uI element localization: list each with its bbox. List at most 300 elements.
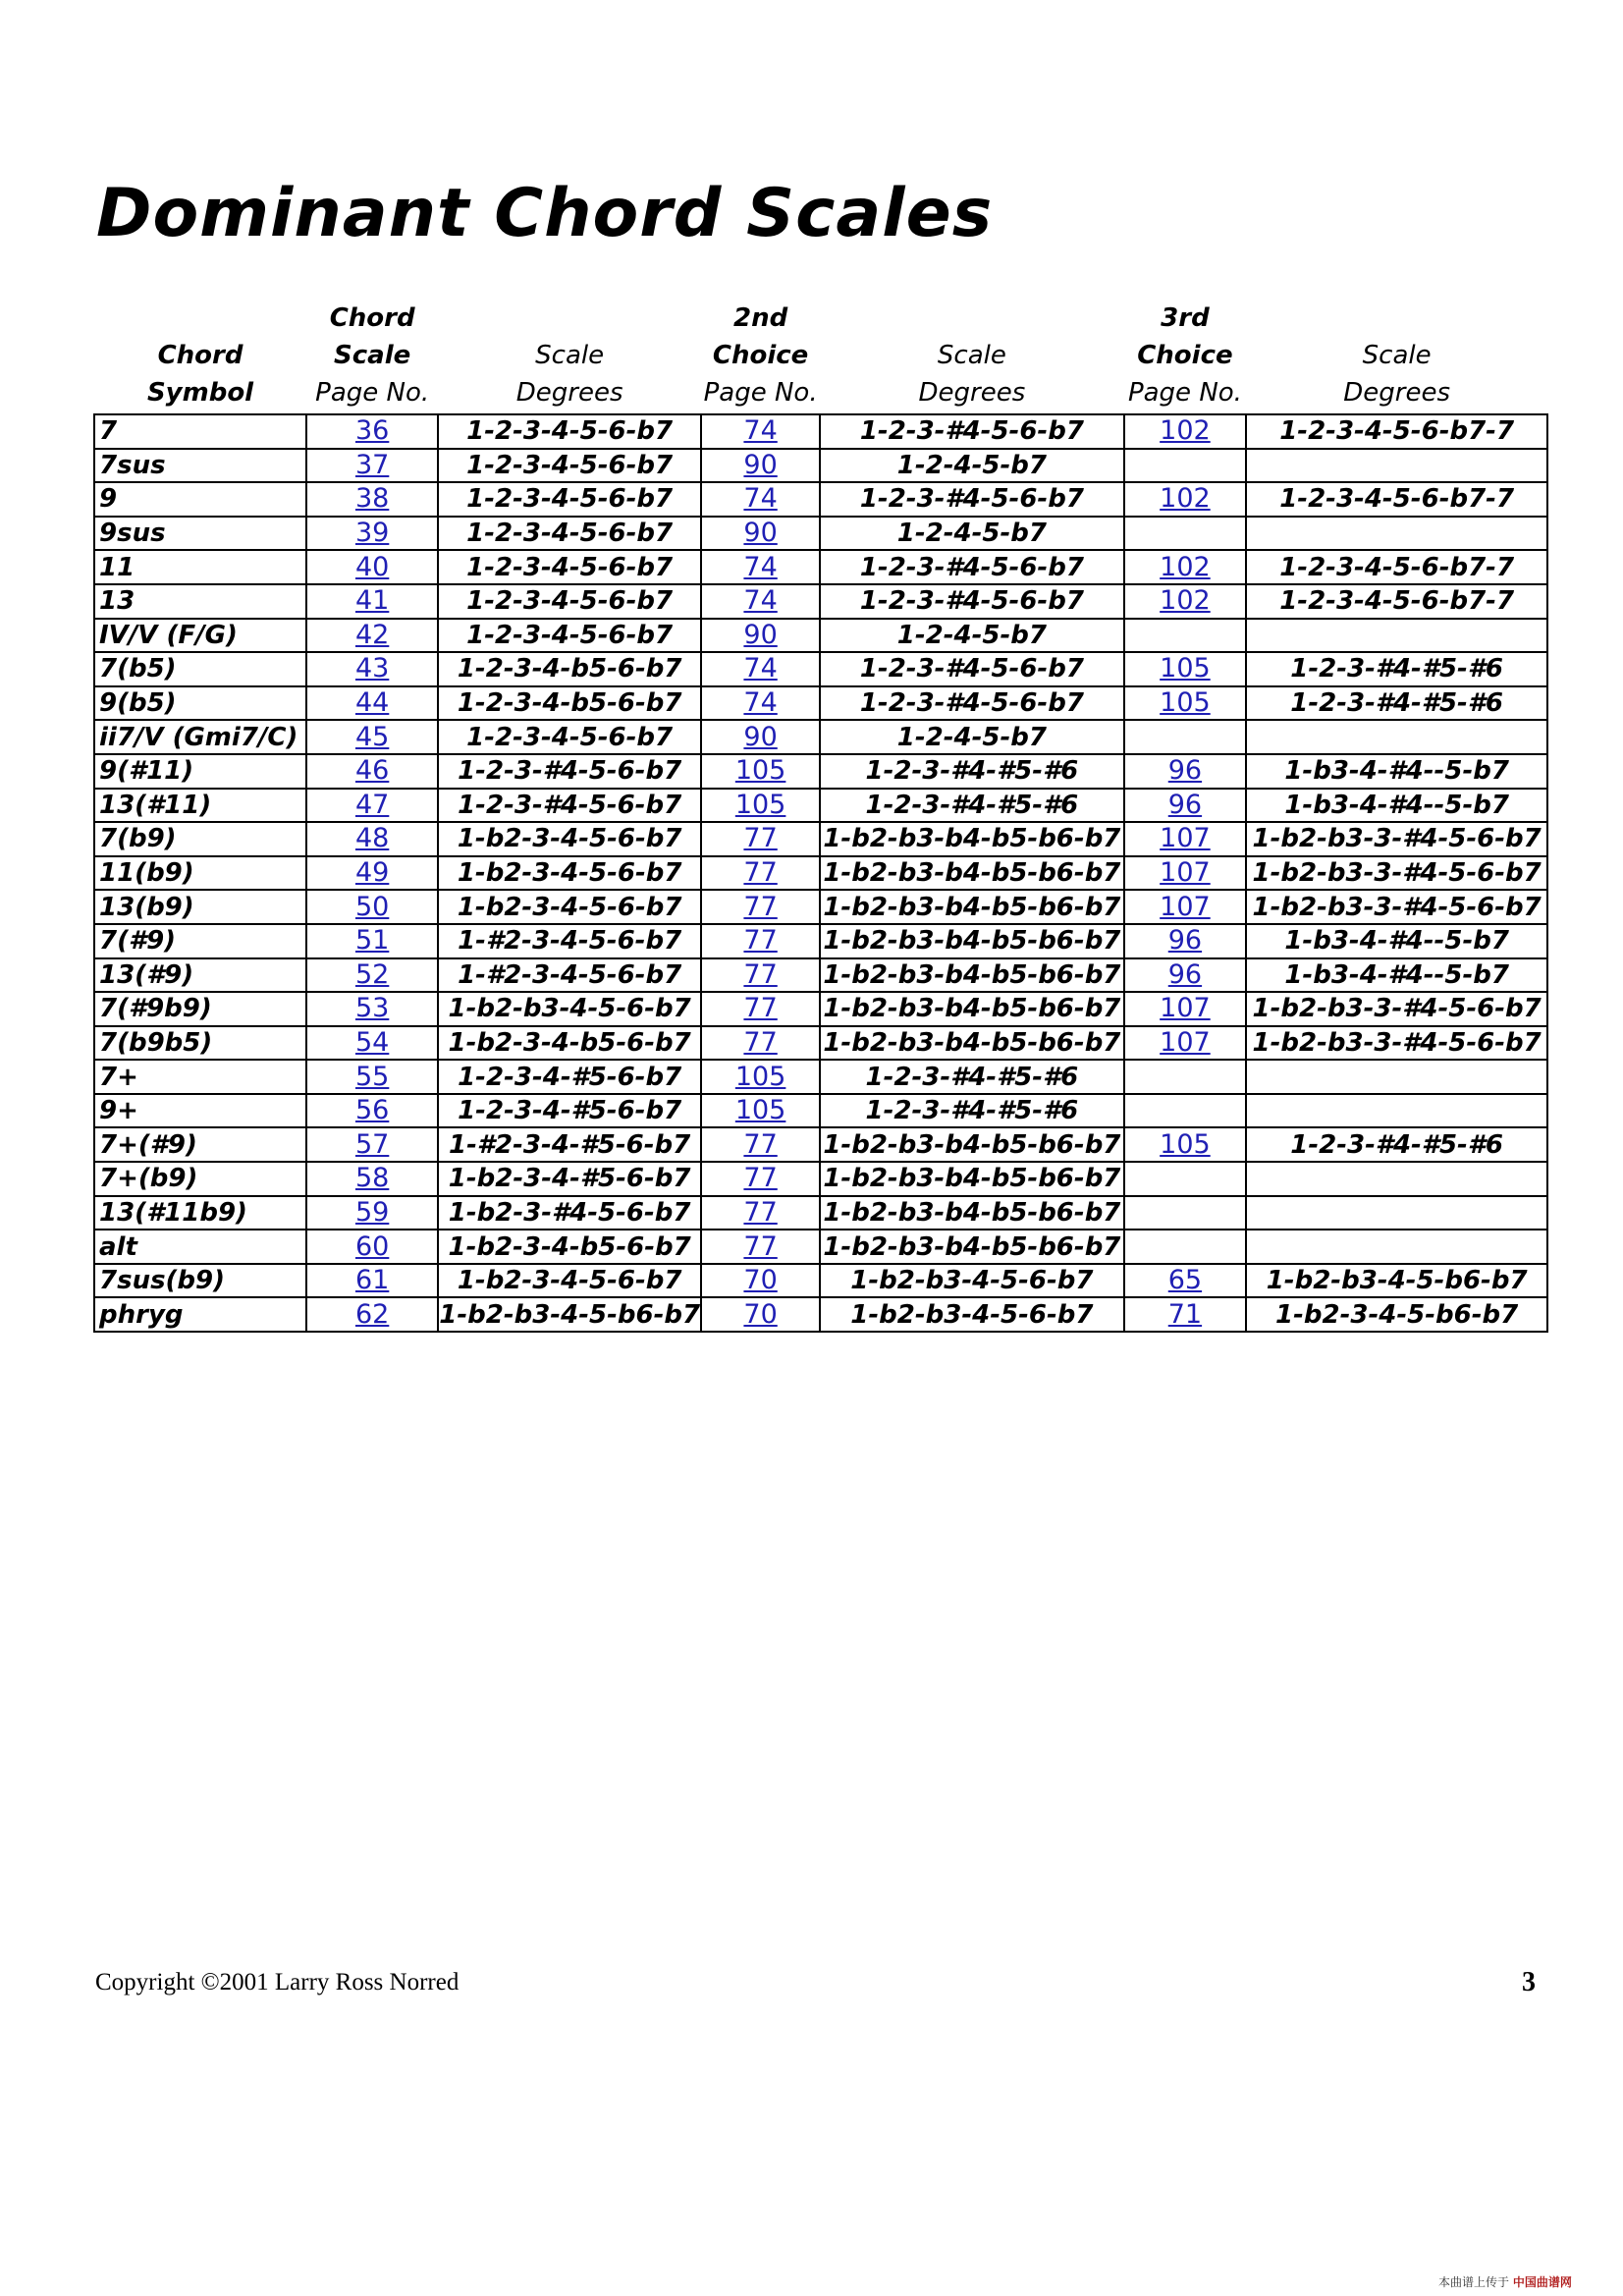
page-number-cell: [701, 822, 820, 856]
page-link[interactable]: 107: [1160, 857, 1211, 889]
page-number-cell: [306, 1264, 438, 1298]
page-number-cell: [1124, 1127, 1247, 1162]
scale-degrees-cell: 1-b2-b3-4-5-6-b7: [820, 1297, 1123, 1332]
scale-degrees-cell: 1-#2-3-4-5-6-b7: [438, 924, 701, 958]
page-link[interactable]: 70: [743, 1298, 778, 1330]
page-link[interactable]: 96: [1167, 755, 1203, 787]
table-row: [94, 822, 1547, 856]
page-link[interactable]: 48: [354, 823, 390, 854]
page-number-cell: [701, 1162, 820, 1196]
page-number-cell: [701, 789, 820, 823]
scale-degrees-cell: 1-b2-b3-4-5-b6-b7: [1246, 1264, 1547, 1298]
copyright-notice: Copyright ©2001 Larry Ross Norred: [95, 1969, 460, 1995]
scale-degrees-cell: 1-b2-b3-3-#4-5-6-b7: [1246, 822, 1547, 856]
scale-degrees-cell: 1-2-3-#4-5-6-b7: [820, 550, 1123, 584]
page-number-cell: [1124, 550, 1247, 584]
scale-degrees-cell: 1-b2-b3-4-5-6-b7: [820, 1264, 1123, 1298]
page-link[interactable]: 51: [354, 925, 390, 957]
scale-degrees-cell: 1-2-4-5-b7: [820, 449, 1123, 483]
chord-symbol-cell: 13(#9): [94, 958, 306, 993]
page-link[interactable]: 53: [354, 993, 390, 1024]
page-link[interactable]: 77: [743, 993, 778, 1024]
chord-symbol-cell: 7(b9b5): [94, 1026, 306, 1061]
page-number-cell: [306, 482, 438, 517]
scale-degrees-cell: 1-b2-3-4-5-6-b7: [438, 822, 701, 856]
column-header-line: Degrees: [515, 378, 623, 408]
scale-degrees-cell: 1-b2-b3-b4-b5-b6-b7: [820, 924, 1123, 958]
page-number-cell: [701, 1094, 820, 1128]
page-link[interactable]: 105: [734, 755, 786, 787]
scale-degrees-cell: 1-b3-4-#4--5-b7: [1246, 754, 1547, 789]
page-number-cell: [1124, 789, 1247, 823]
scale-degrees-cell: 1-2-3-#4-5-6-b7: [438, 754, 701, 789]
table-row: [94, 686, 1547, 721]
scale-degrees-cell: 1-2-3-4-5-6-b7: [438, 550, 701, 584]
page-link[interactable]: 77: [743, 1196, 778, 1228]
scale-degrees-cell: 1-2-3-4-5-6-b7-7: [1246, 482, 1547, 517]
column-header-scale-degrees-2: [820, 300, 1123, 414]
page-link[interactable]: 107: [1160, 1026, 1211, 1058]
table-row: [94, 720, 1547, 754]
scale-degrees-cell: 1-b2-b3-b4-b5-b6-b7: [820, 1230, 1123, 1264]
chord-symbol-cell: 9(#11): [94, 754, 306, 789]
page-number-cell: [701, 1297, 820, 1332]
page-link[interactable]: 90: [743, 518, 778, 549]
page-link[interactable]: 90: [743, 449, 778, 480]
page-number-cell: [1124, 924, 1247, 958]
page-number-cell: [701, 1230, 820, 1264]
page-number: 3: [1522, 1967, 1536, 1997]
scale-degrees-cell: 1-b2-b3-3-#4-5-6-b7: [1246, 1026, 1547, 1061]
page-link[interactable]: 90: [743, 619, 778, 650]
scale-degrees-cell: 1-b2-3-4-5-6-b7: [438, 890, 701, 924]
page-number-cell: [1124, 958, 1247, 993]
table-row: [94, 1060, 1547, 1094]
scale-degrees-cell: [1246, 720, 1547, 754]
page-link[interactable]: 52: [354, 958, 390, 990]
chord-symbol-cell: 7+: [94, 1060, 306, 1094]
scale-degrees-cell: [1246, 1060, 1547, 1094]
page-number-cell: [306, 449, 438, 483]
scale-degrees-cell: 1-b2-3-4-#5-6-b7: [438, 1162, 701, 1196]
page-number-cell: [1124, 720, 1247, 754]
table-row: [94, 992, 1547, 1026]
page-link[interactable]: 90: [743, 721, 778, 752]
page-link[interactable]: 71: [1167, 1298, 1203, 1330]
page-number-cell: [1124, 1162, 1247, 1196]
scale-degrees-cell: 1-2-3-#4-5-6-b7: [820, 584, 1123, 619]
page-number-cell: [306, 754, 438, 789]
page-link[interactable]: 74: [743, 585, 778, 617]
chord-symbol-cell: ii7/V (Gmi7/C): [94, 720, 306, 754]
page-link[interactable]: 38: [354, 483, 390, 515]
chord-symbol-cell: 7(#9b9): [94, 992, 306, 1026]
page-number-cell: [1124, 482, 1247, 517]
column-header-line: [94, 300, 306, 337]
page-link[interactable]: 58: [354, 1163, 390, 1194]
scale-degrees-cell: 1-b2-b3-b4-b5-b6-b7: [820, 958, 1123, 993]
scale-degrees-cell: 1-2-3-4-b5-6-b7: [438, 686, 701, 721]
page-number-cell: [701, 1026, 820, 1061]
scale-degrees-cell: 1-2-4-5-b7: [820, 720, 1123, 754]
page-link[interactable]: 77: [743, 1230, 778, 1262]
table-row: [94, 1094, 1547, 1128]
page-link[interactable]: 77: [743, 1128, 778, 1160]
chord-symbol-cell: 13: [94, 584, 306, 619]
chord-symbol-cell: 13(#11): [94, 789, 306, 823]
page-link[interactable]: 102: [1160, 483, 1211, 515]
scale-degrees-cell: 1-#2-3-4-#5-6-b7: [438, 1127, 701, 1162]
page-link[interactable]: 74: [743, 483, 778, 515]
page-number-cell: [306, 584, 438, 619]
page-link[interactable]: 65: [1167, 1265, 1203, 1296]
page-link[interactable]: 44: [354, 687, 390, 719]
page-link[interactable]: 46: [354, 755, 390, 787]
table-row: [94, 924, 1547, 958]
table-row: [94, 958, 1547, 993]
scale-degrees-cell: 1-2-3-4-5-6-b7: [438, 517, 701, 551]
scale-degrees-cell: 1-b2-b3-b4-b5-b6-b7: [820, 890, 1123, 924]
page-number-cell: [1124, 686, 1247, 721]
scale-degrees-cell: 1-2-3-#4-5-6-b7: [820, 686, 1123, 721]
page-number-cell: [701, 414, 820, 449]
table-row: [94, 754, 1547, 789]
page-link[interactable]: 49: [354, 857, 390, 889]
page-link[interactable]: 61: [354, 1265, 390, 1296]
page-number-cell: [306, 517, 438, 551]
column-header-line: Chord: [157, 341, 243, 370]
chord-symbol-cell: 7+(#9): [94, 1127, 306, 1162]
page-number-cell: [701, 1127, 820, 1162]
scale-degrees-cell: 1-b2-3-4-b5-6-b7: [438, 1026, 701, 1061]
column-header-line: Scale: [1362, 341, 1432, 370]
page-link[interactable]: 107: [1160, 891, 1211, 922]
chord-symbol-cell: 13(#11b9): [94, 1196, 306, 1230]
chord-symbol-cell: 7sus: [94, 449, 306, 483]
chord-symbol-cell: 13(b9): [94, 890, 306, 924]
chord-symbol-cell: 11: [94, 550, 306, 584]
page-link[interactable]: 77: [743, 1026, 778, 1058]
page-number-cell: [1124, 856, 1247, 891]
page-link[interactable]: 36: [354, 415, 390, 447]
table-row: [94, 1196, 1547, 1230]
page-number-cell: [306, 686, 438, 721]
column-header-scale-degrees-3: [1246, 300, 1547, 414]
page-number-cell: [701, 449, 820, 483]
column-header-line: Symbol: [146, 378, 254, 408]
column-header-line: [438, 300, 701, 337]
page-number-cell: [306, 1162, 438, 1196]
page-number-cell: [701, 1264, 820, 1298]
page-link[interactable]: 105: [734, 789, 786, 820]
scale-degrees-cell: 1-b3-4-#4--5-b7: [1246, 924, 1547, 958]
table-row: [94, 1162, 1547, 1196]
upload-note-text: 本曲谱上传于: [1438, 2275, 1510, 2289]
scale-degrees-cell: 1-b2-b3-b4-b5-b6-b7: [820, 1162, 1123, 1196]
page-title: Dominant Chord Scales: [96, 175, 994, 252]
page-number-cell: [1124, 890, 1247, 924]
chord-symbol-cell: 9+: [94, 1094, 306, 1128]
scale-degrees-cell: [1246, 1094, 1547, 1128]
table-row: [94, 482, 1547, 517]
page-number-cell: [306, 1060, 438, 1094]
page-link[interactable]: 102: [1160, 585, 1211, 617]
scale-degrees-cell: 1-b2-b3-3-#4-5-6-b7: [1246, 992, 1547, 1026]
page-number-cell: [1124, 584, 1247, 619]
page-number-cell: [1124, 517, 1247, 551]
column-header-line: Choice: [1137, 341, 1233, 370]
scale-degrees-cell: 1-2-3-#4-#5-#6: [1246, 652, 1547, 686]
scale-degrees-cell: [1246, 619, 1547, 653]
column-header-line: Scale: [535, 341, 605, 370]
page-link[interactable]: 62: [354, 1298, 390, 1330]
page-link[interactable]: 74: [743, 415, 778, 447]
scale-degrees-cell: 1-b2-3-#4-5-6-b7: [438, 1196, 701, 1230]
column-header-line: Page No.: [315, 378, 430, 408]
page-link[interactable]: 96: [1167, 925, 1203, 957]
scale-degrees-cell: 1-2-3-#4-#5-#6: [820, 789, 1123, 823]
table-row: [94, 550, 1547, 584]
page-link[interactable]: 74: [743, 653, 778, 684]
scale-degrees-cell: [1246, 517, 1547, 551]
scale-degrees-cell: 1-2-3-#4-5-6-b7: [820, 652, 1123, 686]
column-header-line: Degrees: [1343, 378, 1450, 408]
column-header-scale-degrees-1: [438, 300, 701, 414]
scale-degrees-cell: 1-2-3-#4-5-6-b7: [438, 789, 701, 823]
page-number-cell: [306, 992, 438, 1026]
scale-degrees-cell: 1-b2-3-4-5-b6-b7: [1246, 1297, 1547, 1332]
chord-symbol-cell: 7+(b9): [94, 1162, 306, 1196]
page-link[interactable]: 105: [1160, 687, 1211, 719]
page-link[interactable]: 43: [354, 653, 390, 684]
column-header-third-choice-page: [1124, 300, 1247, 414]
page-link[interactable]: 105: [1160, 1128, 1211, 1160]
page-link[interactable]: 37: [354, 449, 390, 480]
page-number-cell: [306, 720, 438, 754]
column-header-chord-symbol: [94, 300, 306, 414]
column-header-line: Page No.: [1127, 378, 1242, 408]
table-row: [94, 619, 1547, 653]
scale-degrees-cell: 1-2-3-4-5-6-b7: [438, 720, 701, 754]
table-row: [94, 584, 1547, 619]
page-number-cell: [306, 789, 438, 823]
page-link[interactable]: 55: [354, 1061, 390, 1092]
page-number-cell: [1124, 414, 1247, 449]
scale-degrees-cell: [1246, 1162, 1547, 1196]
page-number-cell: [306, 1297, 438, 1332]
page-link[interactable]: 57: [354, 1128, 390, 1160]
page-link[interactable]: 42: [354, 619, 390, 650]
table-row: [94, 1264, 1547, 1298]
scale-degrees-cell: [1246, 1196, 1547, 1230]
page-number-cell: [701, 924, 820, 958]
column-header-line: [1246, 300, 1547, 337]
column-header-line: Page No.: [703, 378, 818, 408]
page-number-cell: [306, 652, 438, 686]
chord-symbol-cell: IV/V (F/G): [94, 619, 306, 653]
page-number-cell: [1124, 449, 1247, 483]
page-link[interactable]: 107: [1160, 823, 1211, 854]
upload-note-brand: 中国曲谱网: [1512, 2275, 1572, 2289]
page-number-cell: [306, 1094, 438, 1128]
page-link[interactable]: 107: [1160, 993, 1211, 1024]
page-number-cell: [1124, 1264, 1247, 1298]
table-header-row: [94, 300, 1547, 414]
page-link[interactable]: 40: [354, 551, 390, 582]
page-number-cell: [306, 1196, 438, 1230]
page-number-cell: [701, 619, 820, 653]
page-number-cell: [306, 414, 438, 449]
scale-degrees-cell: 1-b2-3-4-5-6-b7: [438, 856, 701, 891]
scale-degrees-cell: 1-2-4-5-b7: [820, 619, 1123, 653]
scale-degrees-cell: 1-2-3-4-5-6-b7: [438, 449, 701, 483]
page-link[interactable]: 41: [354, 585, 390, 617]
page-number-cell: [1124, 1094, 1247, 1128]
page-number-cell: [701, 1060, 820, 1094]
scale-degrees-cell: 1-b2-b3-3-#4-5-6-b7: [1246, 890, 1547, 924]
page-number-cell: [1124, 1026, 1247, 1061]
page-link[interactable]: 105: [1160, 653, 1211, 684]
scale-degrees-cell: 1-b2-b3-b4-b5-b6-b7: [820, 1196, 1123, 1230]
page-number-cell: [701, 652, 820, 686]
table-row: [94, 1297, 1547, 1332]
page-number-cell: [306, 924, 438, 958]
page-number-cell: [306, 856, 438, 891]
scale-degrees-cell: 1-b3-4-#4--5-b7: [1246, 958, 1547, 993]
page-number-cell: [701, 517, 820, 551]
chord-symbol-cell: 11(b9): [94, 856, 306, 891]
scale-degrees-cell: 1-b2-b3-3-#4-5-6-b7: [1246, 856, 1547, 891]
scale-degrees-cell: 1-2-4-5-b7: [820, 517, 1123, 551]
page-number-cell: [701, 1196, 820, 1230]
scale-degrees-cell: 1-2-3-4-5-6-b7-7: [1246, 414, 1547, 449]
page-link[interactable]: 102: [1160, 551, 1211, 582]
page-link[interactable]: 102: [1160, 415, 1211, 447]
scale-degrees-cell: 1-2-3-#4-5-6-b7: [820, 414, 1123, 449]
page-link[interactable]: 96: [1167, 789, 1203, 820]
page-link[interactable]: 105: [734, 1095, 786, 1126]
table-row: [94, 1230, 1547, 1264]
page-link[interactable]: 50: [354, 891, 390, 922]
scale-degrees-cell: 1-2-3-#4-#5-#6: [1246, 686, 1547, 721]
scale-degrees-cell: 1-b2-3-4-b5-6-b7: [438, 1230, 701, 1264]
chord-symbol-cell: 9: [94, 482, 306, 517]
chord-symbol-cell: 7(b5): [94, 652, 306, 686]
scale-degrees-cell: 1-2-3-4-5-6-b7-7: [1246, 584, 1547, 619]
page-link[interactable]: 60: [354, 1230, 390, 1262]
page-link[interactable]: 74: [743, 687, 778, 719]
page-link[interactable]: 54: [354, 1026, 390, 1058]
page-link[interactable]: 77: [743, 1163, 778, 1194]
page-number-cell: [1124, 1297, 1247, 1332]
chord-symbol-cell: 7sus(b9): [94, 1264, 306, 1298]
chord-scales-table: [93, 300, 1548, 1333]
page-number-cell: [1124, 1230, 1247, 1264]
table-row: [94, 1127, 1547, 1162]
page-number-cell: [1124, 1060, 1247, 1094]
scale-degrees-cell: 1-b2-b3-b4-b5-b6-b7: [820, 856, 1123, 891]
table-row: [94, 789, 1547, 823]
page-link[interactable]: 96: [1167, 958, 1203, 990]
column-header-line: Scale: [937, 341, 1006, 370]
chord-symbol-cell: alt: [94, 1230, 306, 1264]
page-link[interactable]: 105: [734, 1061, 786, 1092]
scale-degrees-cell: 1-2-3-#4-#5-#6: [1246, 1127, 1547, 1162]
chord-symbol-cell: 9(b5): [94, 686, 306, 721]
page-number-cell: [701, 958, 820, 993]
page-link[interactable]: 77: [743, 857, 778, 889]
column-header-line: [820, 300, 1123, 337]
page-number-cell: [701, 992, 820, 1026]
page-number-cell: [306, 1026, 438, 1061]
chord-symbol-cell: phryg: [94, 1297, 306, 1332]
scale-degrees-cell: 1-b2-b3-4-5-6-b7: [438, 992, 701, 1026]
page-link[interactable]: 70: [743, 1265, 778, 1296]
upload-watermark: [1438, 2273, 1572, 2290]
table-row: [94, 1026, 1547, 1061]
page-link[interactable]: 77: [743, 891, 778, 922]
scale-degrees-cell: 1-b2-b3-b4-b5-b6-b7: [820, 822, 1123, 856]
page-link[interactable]: 77: [743, 958, 778, 990]
scale-degrees-cell: 1-2-3-#4-5-6-b7: [820, 482, 1123, 517]
column-header-line: Choice: [712, 341, 809, 370]
scale-degrees-cell: 1-b2-b3-b4-b5-b6-b7: [820, 1127, 1123, 1162]
table-row: [94, 890, 1547, 924]
scale-degrees-cell: 1-2-3-4-5-6-b7-7: [1246, 550, 1547, 584]
scale-degrees-cell: 1-2-3-4-#5-6-b7: [438, 1094, 701, 1128]
column-header-line: 3rd: [1161, 303, 1210, 333]
page-number-cell: [306, 1127, 438, 1162]
scale-degrees-cell: 1-2-3-4-b5-6-b7: [438, 652, 701, 686]
page-number-cell: [1124, 992, 1247, 1026]
chord-symbol-cell: 7: [94, 414, 306, 449]
page-number-cell: [306, 822, 438, 856]
page-link[interactable]: 47: [354, 789, 390, 820]
page-link[interactable]: 45: [354, 721, 390, 752]
column-header-second-choice-page: [701, 300, 820, 414]
page-number-cell: [701, 890, 820, 924]
scale-degrees-cell: 1-2-3-4-5-6-b7: [438, 482, 701, 517]
page-number-cell: [1124, 754, 1247, 789]
page-number-cell: [1124, 1196, 1247, 1230]
page-number-cell: [1124, 822, 1247, 856]
scale-degrees-cell: 1-b3-4-#4--5-b7: [1246, 789, 1547, 823]
scale-degrees-cell: 1-2-3-#4-#5-#6: [820, 754, 1123, 789]
table-row: [94, 856, 1547, 891]
page-link[interactable]: 77: [743, 925, 778, 957]
scale-degrees-cell: 1-#2-3-4-5-6-b7: [438, 958, 701, 993]
scale-degrees-cell: 1-2-3-4-5-6-b7: [438, 584, 701, 619]
table-row: [94, 517, 1547, 551]
page-link[interactable]: 56: [354, 1095, 390, 1126]
column-header-line: Chord: [329, 303, 415, 333]
table-row: [94, 414, 1547, 449]
page-link[interactable]: 74: [743, 551, 778, 582]
page-number-cell: [701, 856, 820, 891]
page-number-cell: [701, 482, 820, 517]
page-link[interactable]: 59: [354, 1196, 390, 1228]
table-row: [94, 652, 1547, 686]
page-number-cell: [306, 890, 438, 924]
page-link[interactable]: 77: [743, 823, 778, 854]
page-number-cell: [701, 550, 820, 584]
table-row: [94, 449, 1547, 483]
page-number-cell: [306, 1230, 438, 1264]
scale-degrees-cell: 1-b2-3-4-5-6-b7: [438, 1264, 701, 1298]
scale-degrees-cell: 1-2-3-4-#5-6-b7: [438, 1060, 701, 1094]
page-link[interactable]: 39: [354, 518, 390, 549]
page-number-cell: [701, 754, 820, 789]
